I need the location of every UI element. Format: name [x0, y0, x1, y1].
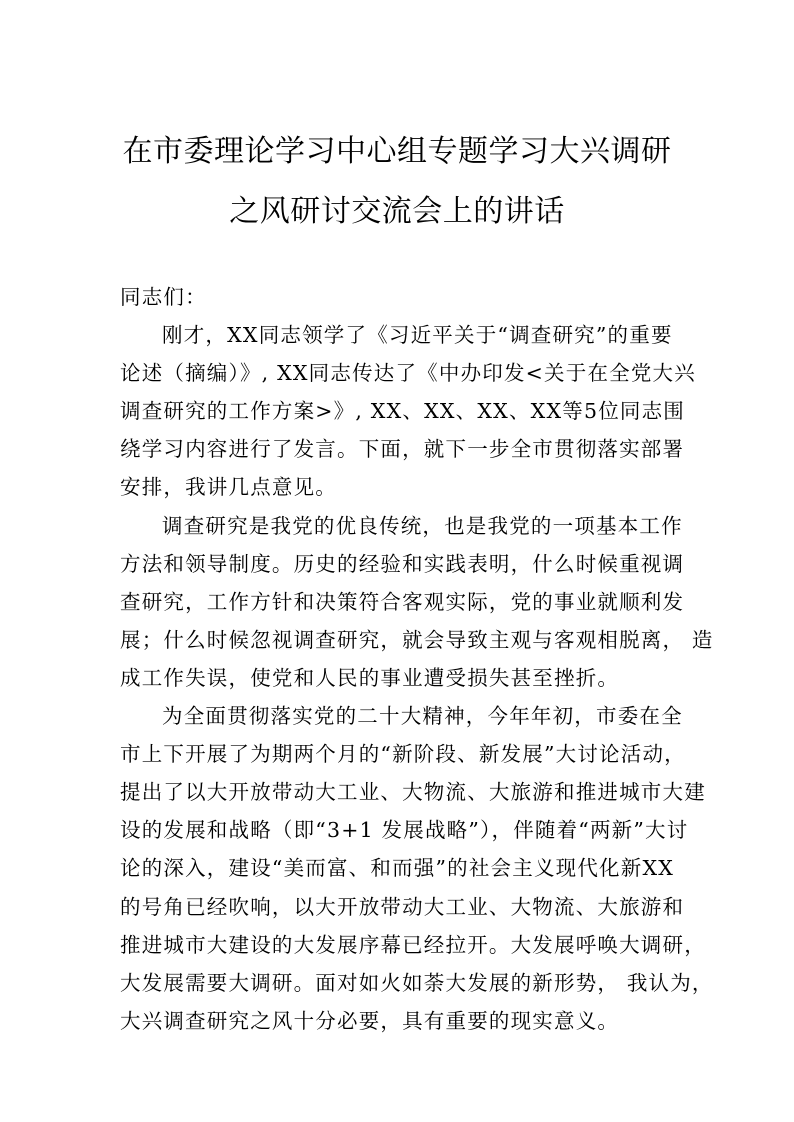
paragraph-line: 的号角已经吹响，以大开放带动大工业、大物流、大旅游和: [120, 894, 685, 919]
paragraph-line: 方法和领导制度。历史的经验和实践表明，什么时候重视调: [120, 551, 685, 576]
paragraph-line: 大发展需要大调研。面对如火如荼大发展的新形势， 我认为，: [120, 970, 714, 995]
paragraph-line: 推进城市大建设的大发展序幕已经拉开。大发展呼唤大调研，: [120, 932, 706, 957]
paragraph-line: 调查研究的工作方案>》, XX、XX、XX、XX等5位同志围: [120, 399, 686, 424]
paragraph-line: 绕学习内容进行了发言。下面，就下一步全市贯彻落实部署: [120, 437, 685, 462]
paragraph-line: 市上下开展了为期两个月的“新阶段、新发展”大讨论活动，: [120, 742, 686, 767]
paragraph-line: 论的深入，建设“美而富、和而强”的社会主义现代化新XX: [120, 856, 675, 881]
paragraph-line: 成工作失误，使党和人民的事业遭受损失甚至挫折。: [120, 665, 620, 690]
paragraph-1: [120, 316, 696, 506]
paragraph-line: 展；什么时候忽视调查研究，就会导致主观与客观相脱离， 造: [120, 627, 714, 652]
paragraph-line: 提出了以大开放带动大工业、大物流、大旅游和推进城市大建: [120, 780, 706, 805]
paragraph-line: 安排，我讲几点意见。: [120, 475, 337, 500]
salutation: 同志们：: [120, 285, 207, 309]
paragraph-3: [120, 697, 714, 1040]
document-body: [120, 278, 714, 1040]
document-title-line-2: 之风研讨交流会上的讲话: [229, 194, 565, 229]
paragraph-line: 调查研究是我党的优良传统，也是我党的一项基本工作: [162, 513, 683, 538]
document-title-line-1: 在市委理论学习中心组专题学习大兴调研: [122, 134, 672, 169]
paragraph-2: [120, 507, 714, 697]
paragraph-line: 设的发展和战略（即“3+1 发展战略”），伴随着“两新”大讨: [120, 818, 689, 843]
paragraph-line: 刚才，XX同志领学了《习近平关于“调查研究”的重要: [162, 323, 673, 348]
paragraph-line: 查研究，工作方针和决策符合客观实际，党的事业就顺利发: [120, 589, 685, 614]
paragraph-line: 论述（摘编）》, XX同志传达了《中办印发<关于在全党大兴: [120, 361, 696, 386]
paragraph-line: 为全面贯彻落实党的二十大精神，今年年初，市委在全: [162, 704, 683, 729]
paragraph-line: 大兴调查研究之风十分必要，具有重要的现实意义。: [120, 1008, 620, 1033]
